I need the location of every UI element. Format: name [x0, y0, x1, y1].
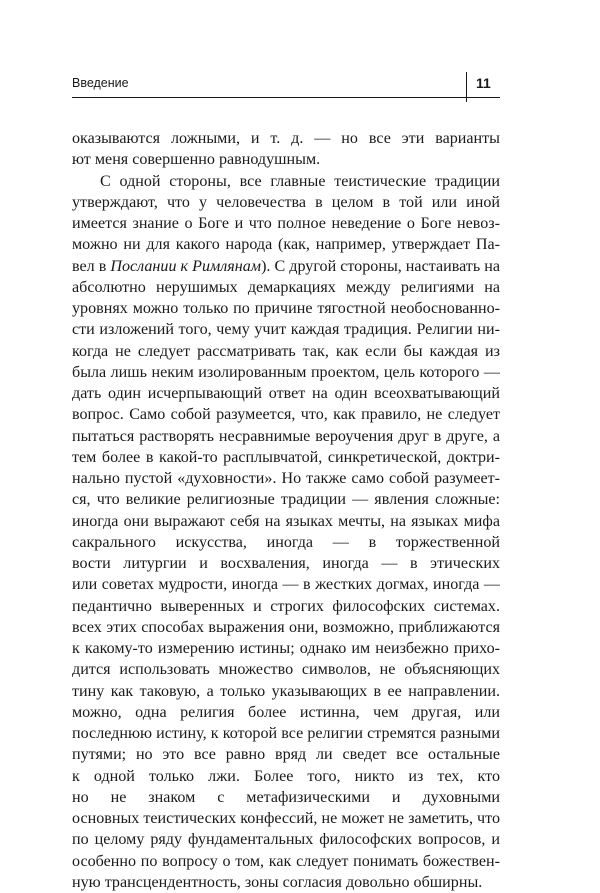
text-line: тем более в какой-то расплывчатой, синкретической, доктри-: [72, 448, 500, 466]
text-line: ют меня совершенно равнодушным.: [72, 151, 321, 169]
text-line: иногда они выражают себя на языках мечты, на языках мифа: [72, 512, 500, 530]
header-rule: [72, 97, 500, 98]
text-line: тину как таковую, а только указывающих в ее направлении.: [72, 682, 500, 700]
text-line: была лишь неким изолированным проектом, цель которого —: [72, 363, 500, 381]
text-line: основных теистических конфессий, не может не заметить, что: [72, 810, 500, 827]
text-line: утверждают, что у человечества в целом в той или иной: [72, 193, 500, 211]
text-line: по целому ряду фундаментальных философских вопросов, и: [72, 831, 500, 849]
text-segment: ). С другой стороны, настаивать на: [261, 257, 500, 275]
text-line: но не знаком с метафизическими и духовными: [72, 788, 500, 806]
text-line: всех этих способах выражения они, возможно, приближаются: [72, 618, 500, 636]
text-line: к какому-то измерению истины; однако им неизбежно прихо-: [72, 640, 500, 657]
text-line: ся, что великие религиозные традиции — явления сложные:: [72, 491, 500, 509]
text-line: оказываются ложными, и т. д. — но все эти варианты: [72, 130, 500, 147]
text-line: сакрального искусства, иногда — в торжественной: [72, 533, 500, 551]
text-line: [72, 256, 500, 277]
text-segment: вел в: [72, 257, 111, 275]
text-line: вости литургии и восхваления, иногда — в этических: [72, 555, 500, 572]
text-line: путями; но это все равно вряд ли сведет все остальные: [72, 746, 500, 764]
text-line: С одной стороны, все главные теистические традиции: [100, 172, 500, 190]
text-line: нально пустой «духовности». Но также само собой разумеет-: [72, 470, 500, 487]
text-line: можно, одна религия более истинна, чем другая, или: [72, 703, 500, 721]
text-line: ную трансцендентность, зоны согласия довольно обширны.: [72, 873, 483, 891]
text-line: дится использовать множество символов, не объясняющих: [72, 661, 500, 679]
text-line: вопрос. Само собой разумеется, что, как правило, не следует: [72, 406, 500, 424]
running-header: [72, 72, 502, 98]
text-line: педантично выверенных и строгих философских системах.: [72, 597, 500, 615]
text-line: дать один исчерпывающий ответ на один всеохватывающий: [72, 385, 500, 402]
text-line: к одной только лжи. Более того, никто из тех, кто: [72, 767, 500, 785]
text-line: уровнях можно только по причине тягостной необоснованно-: [72, 300, 500, 317]
italic-title: Послании к Римлянам: [110, 257, 262, 275]
text-line: сти изложений того, чему учит каждая традиция. Религии ни-: [72, 321, 500, 339]
text-line: последнюю истину, к которой все религии стремятся разными: [72, 725, 500, 742]
body-text: [72, 128, 500, 893]
text-line: когда не следует рассматривать так, как если бы каждая из: [72, 342, 500, 360]
text-line: или советах мудрости, иногда — в жестких догмах, иногда —: [72, 576, 500, 594]
text-line: пытаться растворять несравнимые вероучения друг в друге, а: [72, 427, 500, 445]
text-line: особенно по вопросу о том, как следует понимать божествен-: [72, 852, 500, 870]
running-head-title: Введение: [72, 76, 129, 90]
text-line: можно ни для какого народа (как, например, утверждает Па-: [72, 236, 500, 254]
text-line: имеется знание о Боге и что полное неведение о Боге невоз-: [72, 215, 500, 232]
page-number: 11: [476, 75, 491, 91]
text-line: абсолютно нерушимых демаркациях между религиями на: [72, 278, 500, 296]
